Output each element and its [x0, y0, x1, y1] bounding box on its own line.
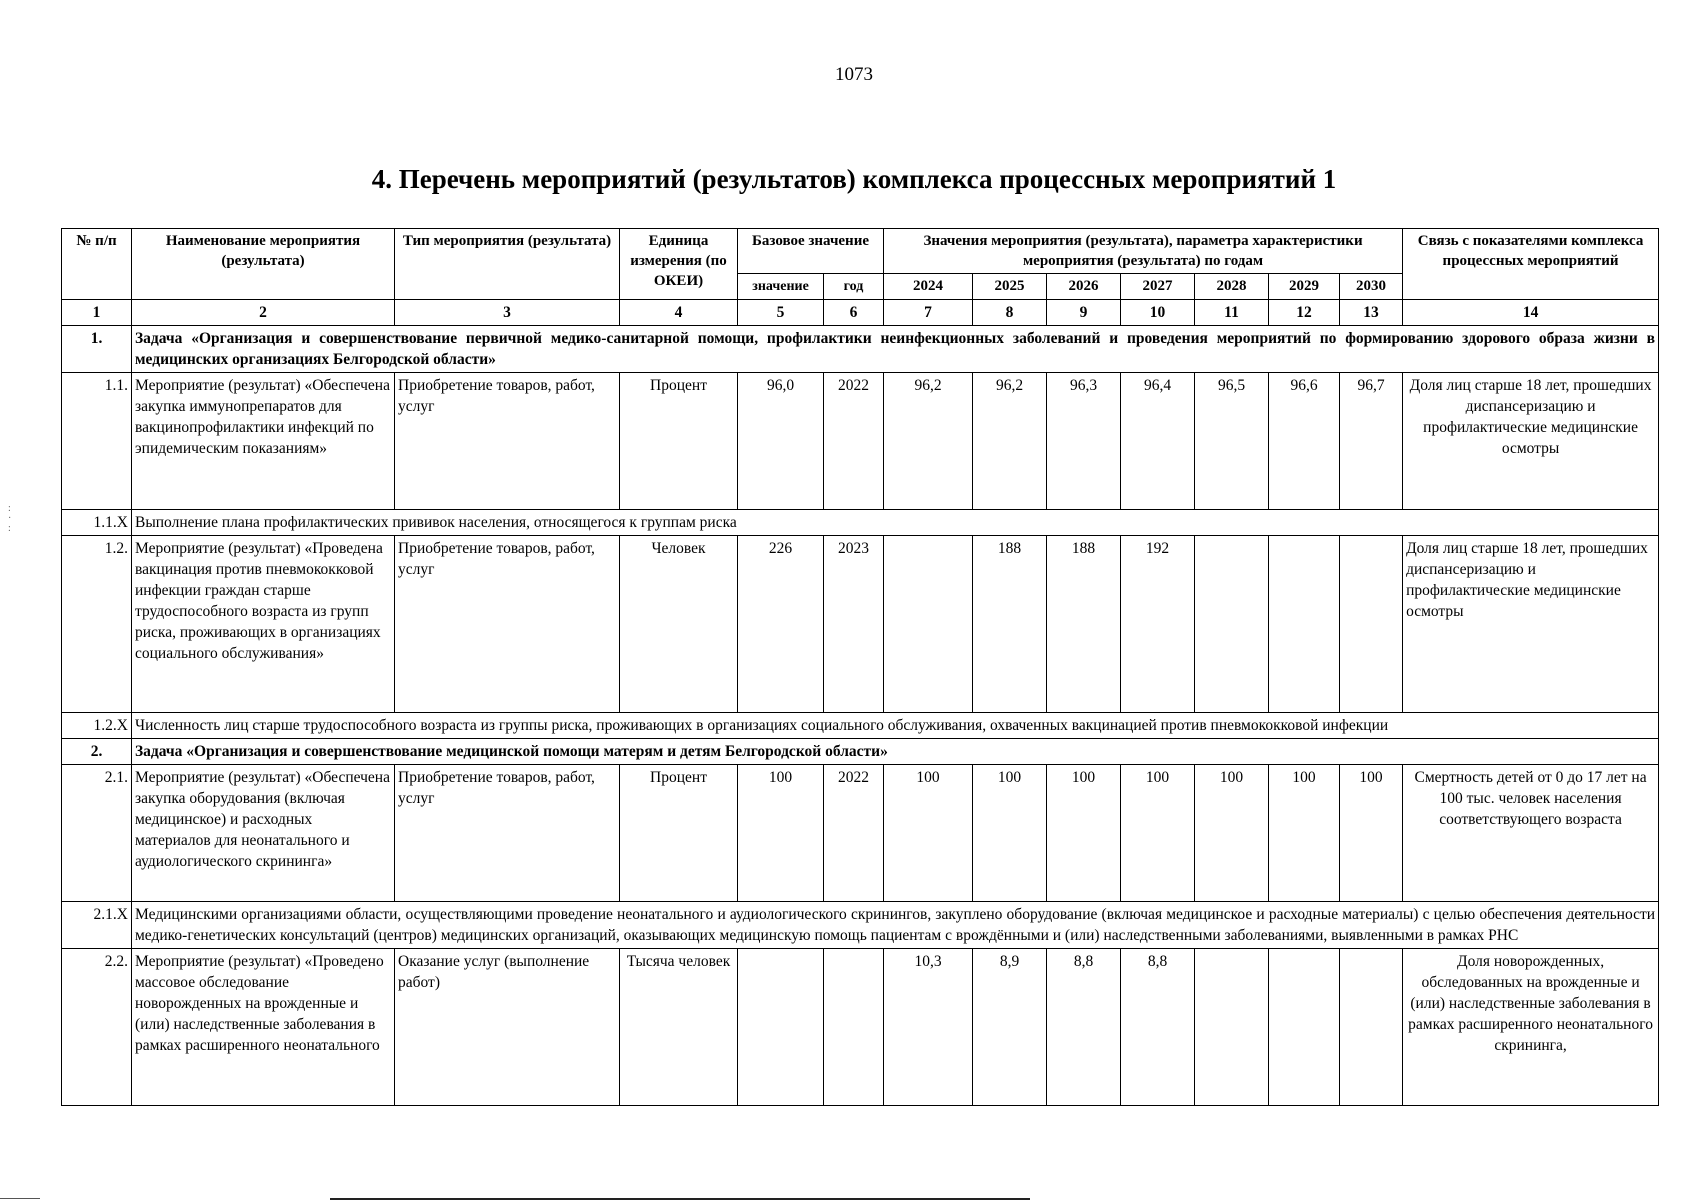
characteristic-row: [62, 902, 1659, 949]
row-num: 2.1.X: [62, 902, 132, 949]
year-value: 188: [1047, 536, 1121, 713]
year-value: 100: [973, 765, 1047, 902]
year-value: [1195, 536, 1269, 713]
link-indicator: Доля лиц старше 18 лет, прошедших диспансеризацию и профилактические медицинские осмотры: [1403, 373, 1659, 510]
header-values: Значения мероприятия (результата), параметра характеристики мероприятия (результата) по годам: [884, 229, 1403, 274]
year-value: [1340, 949, 1403, 1106]
margin-marks: : · :: [8, 503, 12, 534]
characteristic-text: Медицинскими организациями области, осуществляющими проведение неонатального и аудиологического скринингов, закуплено оборудование (включая медицинское и расходные материалы) с целью обеспечения деятельности медико-генетических консультаций (центров) медицинских организаций, оказывающих медицинскую помощь пациентам с врождёнными и (или) наследственными заболеваниями, выявленными в рамках РНС: [132, 902, 1659, 949]
measure-unit: Процент: [620, 373, 738, 510]
header-year: 2029: [1269, 274, 1340, 300]
col-number: 7: [884, 300, 973, 326]
link-indicator: Доля новорожденных, обследованных на врожденные и (или) наследственные заболевания в рамках расширенного неонатального скрининга,: [1403, 949, 1659, 1106]
measure-type: Оказание услуг (выполнение работ): [395, 949, 620, 1106]
header-num: № п/п: [62, 229, 132, 300]
col-number: 5: [738, 300, 824, 326]
header-link: Связь с показателями комплекса процессных мероприятий: [1403, 229, 1659, 300]
col-number: 1: [62, 300, 132, 326]
year-value: 96,2: [973, 373, 1047, 510]
year-value: 100: [1121, 765, 1195, 902]
year-value: [1269, 536, 1340, 713]
year-value: 100: [1269, 765, 1340, 902]
col-number: 9: [1047, 300, 1121, 326]
year-value: 100: [1047, 765, 1121, 902]
measure-unit: Человек: [620, 536, 738, 713]
measure-unit: Процент: [620, 765, 738, 902]
task-text: Задача «Организация и совершенствование первичной медико-санитарной помощи, профилактики неинфекционных заболеваний и проведения мероприятий по формированию здорового образа жизни в медицинских организациях Белгородской области»: [132, 326, 1659, 373]
header-year: 2026: [1047, 274, 1121, 300]
year-value: 96,2: [884, 373, 973, 510]
col-number: 13: [1340, 300, 1403, 326]
row-num: 2.1.: [62, 765, 132, 902]
header-year: 2025: [973, 274, 1047, 300]
header-year: 2027: [1121, 274, 1195, 300]
measure-name: Мероприятие (результат) «Проведено массовое обследование новорожденных на врожденные и (или) наследственные заболевания в рамках расширенного неонатального: [132, 949, 395, 1106]
header-year: 2024: [884, 274, 973, 300]
header-row-1: [62, 229, 1659, 274]
header-type: Тип мероприятия (результата): [395, 229, 620, 300]
year-value: 96,3: [1047, 373, 1121, 510]
measure-type: Приобретение товаров, работ, услуг: [395, 373, 620, 510]
col-number: 3: [395, 300, 620, 326]
base-year: 2022: [824, 373, 884, 510]
year-value: 96,6: [1269, 373, 1340, 510]
base-value: 96,0: [738, 373, 824, 510]
col-number: 12: [1269, 300, 1340, 326]
row-num: 1.: [62, 326, 132, 373]
measure-type: Приобретение товаров, работ, услуг: [395, 536, 620, 713]
header-year: 2030: [1340, 274, 1403, 300]
col-number: 2: [132, 300, 395, 326]
year-value: 10,3: [884, 949, 973, 1106]
characteristic-row: [62, 713, 1659, 739]
row-num: 1.2.: [62, 536, 132, 713]
measure-name: Мероприятие (результат) «Проведена вакцинация против пневмококковой инфекции граждан старше трудоспособного возраста из групп риска, проживающих в организациях социального обслуживания»: [132, 536, 395, 713]
row-num: 1.2.X: [62, 713, 132, 739]
year-value: 8,8: [1047, 949, 1121, 1106]
measure-unit: Тысяча человек: [620, 949, 738, 1106]
characteristic-text: Численность лиц старше трудоспособного возраста из группы риска, проживающих в организациях социального обслуживания, охваченных вакцинацией против пневмококковой инфекции: [132, 713, 1659, 739]
year-value: [1340, 536, 1403, 713]
page-number: 1073: [835, 64, 873, 85]
header-name: Наименование мероприятия (результата): [132, 229, 395, 300]
year-value: 8,9: [973, 949, 1047, 1106]
measure-row: [62, 373, 1659, 510]
link-indicator: Смертность детей от 0 до 17 лет на 100 тыс. человек населения соответствующего возраста: [1403, 765, 1659, 902]
task-row: [62, 326, 1659, 373]
column-numbers-row: [62, 300, 1659, 326]
col-number: 10: [1121, 300, 1195, 326]
measure-row: [62, 765, 1659, 902]
header-unit: Единица измерения (по ОКЕИ): [620, 229, 738, 300]
year-value: [884, 536, 973, 713]
row-num: 1.1.X: [62, 510, 132, 536]
row-num: 2.: [62, 739, 132, 765]
year-value: 100: [1340, 765, 1403, 902]
col-number: 11: [1195, 300, 1269, 326]
year-value: 96,4: [1121, 373, 1195, 510]
header-year: 2028: [1195, 274, 1269, 300]
col-number: 14: [1403, 300, 1659, 326]
year-value: 96,7: [1340, 373, 1403, 510]
bottom-rule-short: [0, 1198, 40, 1199]
row-num: 1.1.: [62, 373, 132, 510]
measure-name: Мероприятие (результат) «Обеспечена закупка иммунопрепаратов для вакцинопрофилактики инфекций по эпидемическим показаниям»: [132, 373, 395, 510]
characteristic-text: Выполнение плана профилактических прививок населения, относящегося к группам риска: [132, 510, 1659, 536]
row-num: 2.2.: [62, 949, 132, 1106]
measure-type: Приобретение товаров, работ, услуг: [395, 765, 620, 902]
base-value: 100: [738, 765, 824, 902]
header-base-value: значение: [738, 274, 824, 300]
year-value: 8,8: [1121, 949, 1195, 1106]
measure-name: Мероприятие (результат) «Обеспечена закупка оборудования (включая медицинское) и расходных материалов для неонатального и аудиологического скрининга»: [132, 765, 395, 902]
base-value: [738, 949, 824, 1106]
year-value: [1269, 949, 1340, 1106]
col-number: 4: [620, 300, 738, 326]
header-base: Базовое значение: [738, 229, 884, 274]
task-text: Задача «Организация и совершенствование медицинской помощи матерям и детям Белгородской области»: [132, 739, 1659, 765]
measure-row: [62, 949, 1659, 1106]
year-value: 100: [1195, 765, 1269, 902]
characteristic-row: [62, 510, 1659, 536]
year-value: 96,5: [1195, 373, 1269, 510]
year-value: [1195, 949, 1269, 1106]
year-value: 192: [1121, 536, 1195, 713]
header-base-year: год: [824, 274, 884, 300]
col-number: 6: [824, 300, 884, 326]
page-title: 4. Перечень мероприятий (результатов) комплекса процессных мероприятий 1: [371, 164, 1337, 194]
base-year: 2023: [824, 536, 884, 713]
base-value: 226: [738, 536, 824, 713]
task-row: [62, 739, 1659, 765]
base-year: [824, 949, 884, 1106]
col-number: 8: [973, 300, 1047, 326]
year-value: 100: [884, 765, 973, 902]
measures-table: [61, 228, 1659, 1106]
base-year: 2022: [824, 765, 884, 902]
link-indicator: Доля лиц старше 18 лет, прошедших диспансеризацию и профилактические медицинские осмотры: [1403, 536, 1659, 713]
year-value: 188: [973, 536, 1047, 713]
measure-row: [62, 536, 1659, 713]
